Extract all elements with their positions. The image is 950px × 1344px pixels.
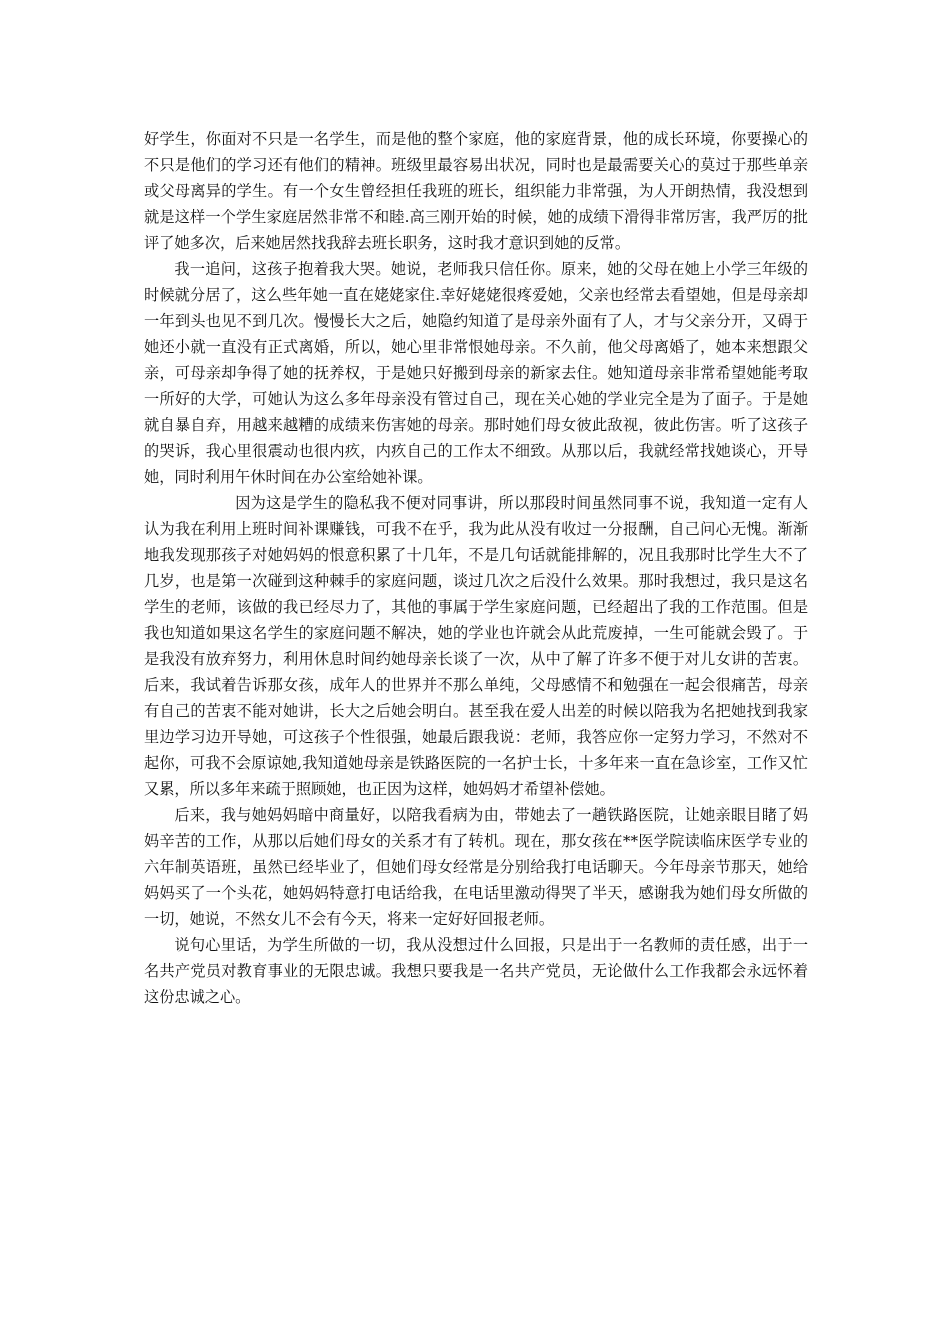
paragraph-3: 因为这是学生的隐私我不便对同事讲，所以那段时间虽然同事不说，我知道一定有人认为我在利用上班时间补课赚钱，可我不在乎，我为此从没有收过一分报酬，自己问心无愧。渐渐地我发现那孩子对她妈妈的恨意积累了十几年，不是几句话就能排解的，况且我那时比学生大不了几岁，也是第一次碰到这种棘手的家庭问题，谈过几次之后没什么效果。那时我想过，我只是这名学生的老师，该做的我已经尽力了，其他的事属于学生家庭问题，已经超出了我的工作范围。但是我也知道如果这名学生的家庭问题不解决，她的学业也许就会从此荒废掉，一生可能就会毁了。于是我没有放弃努力，利用休息时间约她母亲长谈了一次，从中了解了许多不便于对儿女讲的苦衷。后来，我试着告诉那女孩，成年人的世界并不那么单纯，父母感情不和勉强在一起会很痛苦，母亲有自己的苦衷不能对她讲，长大之后她会明白。甚至我在爱人出差的时候以陪我为名把她找到我家里边学习边开导她，可这孩子个性很强，她最后跟我说：老师，我答应你一定努力学习，不然对不起你，可我不会原谅她,我知道她母亲是铁路医院的一名护士长，十多年来一直在急诊室，工作又忙又累，所以多年来疏于照顾她，也正因为这样，她妈妈才希望补偿她。 bbox=[144, 494, 808, 798]
document-page bbox=[144, 126, 808, 1010]
paragraph-5: 说句心里话，为学生所做的一切，我从没想过什么回报，只是出于一名教师的责任感，出于一名共产党员对教育事业的无限忠诚。我想只要我是一名共产党员，无论做什么工作我都会永远怀着这份忠诚之心。 bbox=[144, 936, 808, 1006]
paragraph-1: 好学生，你面对不只是一名学生，而是他的整个家庭，他的家庭背景，他的成长环境，你要操心的不只是他们的学习还有他们的精神。班级里最容易出状况，同时也是最需要关心的莫过于那些单亲或父母离异的学生。有一个女生曾经担任我班的班长，组织能力非常强，为人开朗热情，我没想到就是这样一个学生家庭居然非常不和睦.高三刚开始的时候，她的成绩下滑得非常厉害，我严厉的批评了她多次，后来她居然找我辞去班长职务，这时我才意识到她的反常。 bbox=[144, 130, 808, 252]
paragraph-2: 我一追问，这孩子抱着我大哭。她说，老师我只信任你。原来，她的父母在她上小学三年级的时候就分居了，这么些年她一直在姥姥家住.幸好姥姥很疼爱她，父亲也经常去看望她，但是母亲却一年到头也见不到几次。慢慢长大之后，她隐约知道了是母亲外面有了人，才与父亲分开，又碍于她还小就一直没有正式离婚，所以，她心里非常恨她母亲。不久前，他父母离婚了，她本来想跟父亲，可母亲却争得了她的抚养权，于是她只好搬到母亲的新家去住。她知道母亲非常希望她能考取一所好的大学，可她认为这么多年母亲没有管过自己，现在关心她的学业完全是为了面子。于是她就自暴自弃，用越来越糟的成绩来伤害她的母亲。那时她们母女彼此敌视，彼此伤害。听了这孩子的哭诉，我心里很震动也很内疚，内疚自己的工作太不细致。从那以后，我就经常找她谈心，开导她，同时利用午休时间在办公室给她补课。 bbox=[144, 260, 808, 486]
paragraph-4: 后来，我与她妈妈暗中商量好，以陪我看病为由，带她去了一趟铁路医院，让她亲眼目睹了妈妈辛苦的工作，从那以后她们母女的关系才有了转机。现在，那女孩在**医学院读临床医学专业的六年制英语班，虽然已经毕业了，但她们母女经常是分别给我打电话聊天。今年母亲节那天，她给妈妈买了一个头花，她妈妈特意打电话给我，在电话里激动得哭了半天，感谢我为她们母女所做的一切，她说，不然女儿不会有今天，将来一定好好回报老师。 bbox=[144, 806, 808, 928]
